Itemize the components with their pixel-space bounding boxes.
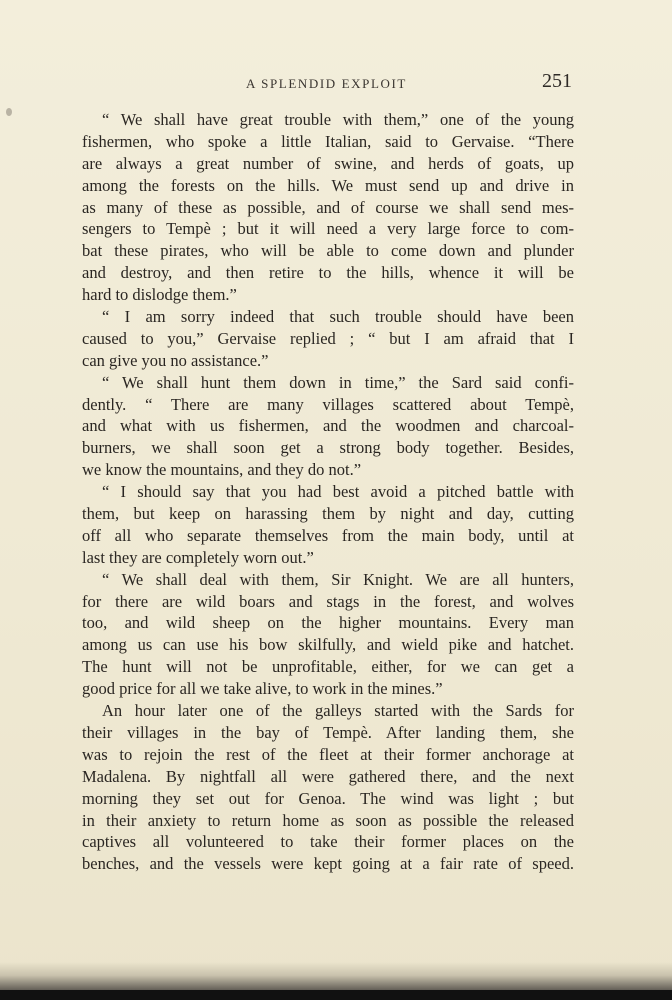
text-line: good price for all we take alive, to work in the mines.” [82,679,443,699]
text-line: off all who separate themselves from the main body, until at [82,525,574,545]
body-text [82,109,574,875]
text-line: among us can use his bow skilfully, and wield pike and hatchet. [82,635,574,655]
text-line: their villages in the bay of Tempè. After landing them, she [82,722,574,742]
text-line: fishermen, who spoke a little Italian, said to Gervaise. “There [82,131,574,151]
text-line: as many of these as possible, and of course we shall send mes- [82,197,574,217]
text-line: caused to you,” Gervaise replied ; “ but I am afraid that I [82,328,574,348]
text-line: was to rejoin the rest of the fleet at their former anchorage at [82,744,574,764]
text-line: bat these pirates, who will be able to come down and plunder [82,241,574,261]
text-line: “ I should say that you had best avoid a pitched battle with [102,482,574,502]
text-line: hard to dislodge them.” [82,285,237,305]
text-line: burners, we shall soon get a strong body together. Besides, [82,438,574,458]
text-line: “ I am sorry indeed that such trouble should have been [102,307,574,327]
text-line: sengers to Tempè ; but it will need a very large force to com- [82,219,574,239]
text-line: are always a great number of swine, and herds of goats, up [82,153,574,173]
text-line: last they are completely worn out.” [82,547,314,567]
scan-border [0,990,672,1000]
text-line: “ We shall have great trouble with them,” one of the young [102,110,574,129]
text-line: too, and wild sheep on the higher mountains. Every man [82,613,574,633]
text-line: them, but keep on harassing them by night and day, cutting [82,504,574,524]
text-line: dently. “ There are many villages scattered about Tempè, [82,394,574,414]
text-line: among the forests on the hills. We must send up and drive in [82,175,574,195]
running-head: A SPLENDID EXPLOIT [246,76,407,91]
text-line: can give you no assistance.” [82,350,269,370]
text-line: “ We shall hunt them down in time,” the Sard said confi- [102,372,574,392]
text-line: benches, and the vessels were kept going at a fair rate of speed. [82,854,574,874]
paper-speck [6,108,12,116]
text-line: in their anxiety to return home as soon as possible the released [82,810,574,830]
text-line: and destroy, and then retire to the hills, whence it will be [82,263,574,283]
text-line: captives all volunteered to take their former places on the [82,832,574,852]
page-number: 251 [542,70,572,92]
text-line: morning they set out for Genoa. The wind was light ; but [82,788,574,808]
text-line: An hour later one of the galleys started with the Sards for [102,701,574,721]
text-line: The hunt will not be unprofitable, either, for we can get a [82,657,574,677]
page-header [0,70,672,98]
text-line: Madalena. By nightfall all were gathered there, and the next [82,766,574,786]
text-line: we know the mountains, and they do not.” [82,460,362,480]
text-line: and what with us fishermen, and the woodmen and charcoal- [82,416,574,436]
text-line: for there are wild boars and stags in the forest, and wolves [82,591,574,611]
text-line: “ We shall deal with them, Sir Knight. We are all hunters, [102,569,574,589]
